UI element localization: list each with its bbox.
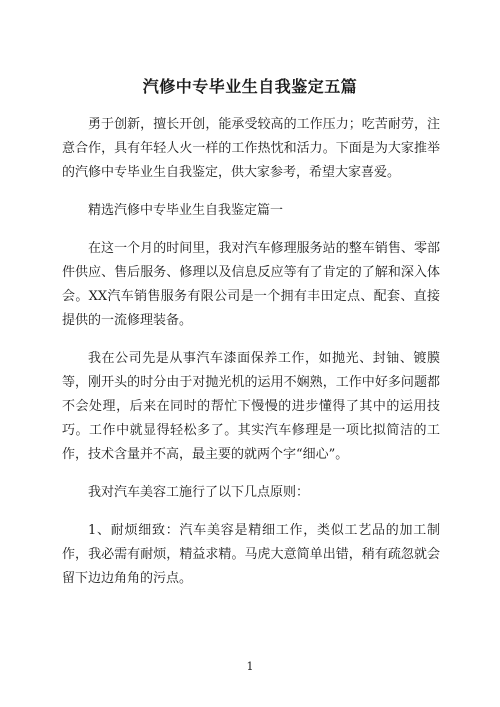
document-body (62, 113, 440, 605)
body-paragraph: 我在公司先是从事汽车漆面保养工作，如抛光、封铀、镀膜等，刚开头的时分由于对抛光机的运用不娴熟，工作中好多问题都不会处理，后来在同时的帮忙下慢慢的进步懂得了其中的运用技巧。工作中就显得轻松多了。其实汽车修理是一项比拟简洁的工作，技术含量并不高，最主要的就两个字“细心”。 (62, 351, 440, 462)
page-number: 1 (246, 660, 254, 673)
body-paragraph: 1、耐烦细致：汽车美容是精细工作，类似工艺品的加工制作，我必需有耐烦，精益求精。马虎大意简单出错，稍有疏忽就会留下边边角角的污点。 (62, 523, 440, 586)
body-paragraph: 在这一个月的时间里，我对汽车修理服务站的整车销售、零部件供应、售后服务、修理以及信息反应等有了肯定的了解和深入体会。XX汽车销售服务有限公司是一个拥有丰田定点、配套、直接提供的一流修理装备。 (62, 241, 440, 328)
document-title: 汽修中专毕业生自我鉴定五篇 (142, 77, 358, 96)
body-paragraph: 我对汽车美容工施行了以下几点原则： (88, 485, 310, 500)
intro-paragraph: 勇于创新，擅长开创，能承受较高的工作压力；吃苦耐劳，注意合作，具有年轻人火一样的工作热忱和活力。下面是为大家推举的汽修中专毕业生自我鉴定，供大家参考，希望大家喜爱。 (62, 117, 440, 180)
section-heading: 精选汽修中专毕业生自我鉴定篇一 (88, 203, 284, 218)
